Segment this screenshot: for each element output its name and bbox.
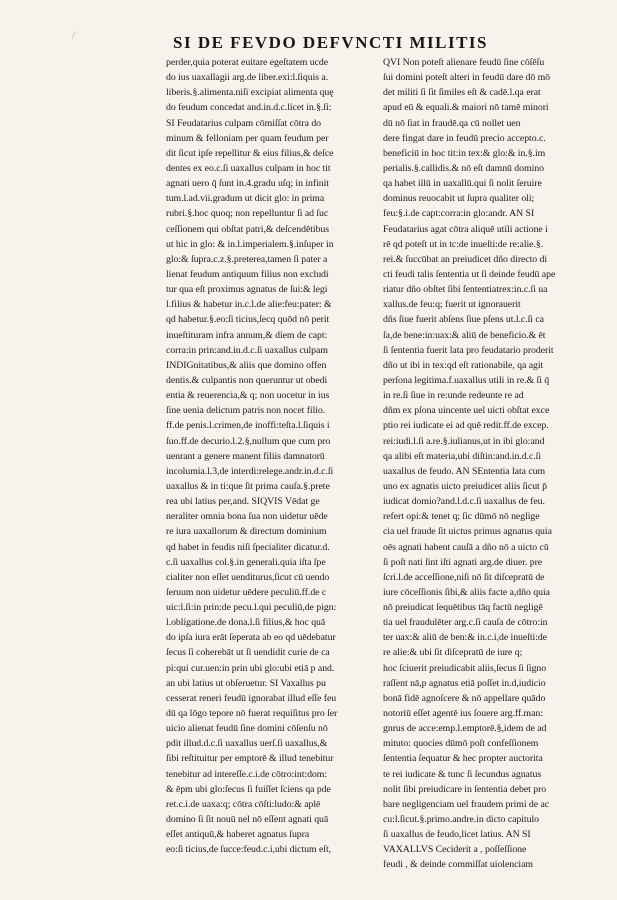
text-line: ut hic in glo: & in.l.imperialem.§.inſuper in	[166, 238, 334, 250]
text-line: cti feudi talis ſententia ut ſi deinde feudū ape	[383, 268, 556, 280]
text-line: mituto: quocies dūmō poſt confeſſionem	[383, 738, 539, 750]
text-line: ptio rei iudicate ei ad quē redit.ff.de excep.	[383, 420, 549, 432]
text-line: tur qua eſt proximus agnatus de ſui:& legi	[166, 284, 328, 296]
text-line: glo:& ſupra.c.z.§.preterea,tamen ſi pater a	[166, 253, 328, 265]
text-line: perialis.§.callidis.& nō eſt damnū domino	[383, 162, 544, 174]
text-line: qa habet illū in uaxallū.qui ſi nolit ſeruire	[383, 178, 542, 190]
text-line: dere fingat dare in feudū precio accepto.c.	[383, 132, 546, 144]
text-line: dominus reuocabit ut ſupra qualiter oli;	[383, 193, 535, 205]
text-line: dño ut ibi in tex:qd eſt rationabile, qa agit	[383, 359, 544, 371]
margin-mark: /	[72, 28, 76, 42]
text-line: VAXALLVS Ceciderit a , poſſeſſione	[383, 844, 527, 856]
text-line: iudicat domio?and.l.d.c.ſi uaxallus de feu.	[383, 496, 545, 508]
text-line: re iura uaxallorum & directum dominium	[166, 526, 327, 538]
text-line: l.filius & habetur in.c.l.de alie:feu:pater: &	[166, 299, 332, 311]
text-line: refert opi:& tenet q; ſic dūmō nō neglige	[383, 511, 540, 523]
text-line: eſſet antiquū,& haberet agnatus ſupra	[166, 829, 310, 841]
text-line: minum & felloniam per quam feudum per	[166, 132, 329, 144]
text-line: ſibi reſtituitur per emptorē & illud tenebitur	[166, 753, 334, 765]
text-line: uicio alienat feudū ſine domini cōſenſu nō	[166, 723, 328, 735]
text-line: Feudatarius agat cōtra aliquē utili actione i	[383, 223, 548, 235]
text-line: cia uel fraude ſit uictus primus agnatus quia	[383, 526, 552, 538]
text-line: ſa,de bene:in:uax:& aliū de beneficio.& ēt	[383, 329, 546, 341]
text-line: qd habet in feudis niſi ſpecialiter dicatur.d.	[166, 541, 330, 553]
text-line: rē qd poteſt ut in tc:de inueſti:de re:alie.§.	[383, 238, 544, 250]
text-line: dentes ex eo.c.ſi uaxallus culpam in hoc tit	[166, 162, 331, 174]
text-line: uaxallus de feudo. AN SEntentia lata cum	[383, 465, 546, 477]
text-line: nō preiudicat ſequētibus tāq factū negligē	[383, 602, 543, 614]
text-line: dñm ex pſona uincente uel uicti obſtat exce	[383, 405, 550, 417]
text-line: ſi poſt nati ſint iſti agnati arg.de diuer. pre	[383, 556, 543, 568]
text-line: ſui domini poteſt alteri in feudū dare dō mō	[383, 72, 551, 84]
text-line: ſeruum non uidetur uēdere peculiū.ff.de c	[166, 586, 327, 598]
text-line: tum.l.ad.vii.gradum ut dicit glo: in prima	[166, 193, 325, 205]
text-line: domino ſi ſit nouū nel nō eſſent agnati quā	[166, 814, 329, 826]
text-line: det militi ſi ſit ſimiles eſt & cadē.l.qa erat	[383, 87, 541, 99]
text-line: inueſtituram infra annum,& diem de capt:	[166, 329, 328, 341]
text-line: lienat feudum antiquum filius non excludi	[166, 268, 329, 280]
text-line: bonā fidē agnoſcere & nō appellare quādo	[383, 692, 546, 704]
text-line: c.ſi uaxallus col.§.in generali.quia iſta ſpe	[166, 556, 326, 568]
text-line: dū nō ſiat in fraudē.qa cū nollet uen	[383, 117, 521, 129]
text-line: rei:iudi.l.ſi a.re.§.iulianus,ut in ibi glo:and	[383, 435, 545, 447]
text-line: cesserat reneri feudū ignorabat illud eſſe feu	[166, 692, 337, 704]
text-line: ſi uaxallus de feudo,licet latius. AN SI	[383, 829, 531, 841]
text-line: cialiter non eſſet uenditurus,ſicut cū uendo	[166, 571, 330, 583]
text-line: do ius uaxallagii arg.de liber.exi:l.ſiquis a.	[166, 72, 329, 84]
text-line: corra:in prin:and.in.d.c.ſi uaxallus culpam	[166, 344, 328, 356]
text-line: pdit illud.d.c.ſi uaxallus uerſ.ſi uaxallus,&	[166, 738, 328, 750]
text-line: ceſſionem qui obſtat patri,& deſcendētibus	[166, 223, 330, 235]
text-line: feu:§.i.de capt:corra:in glo:andr. AN SI	[383, 208, 535, 220]
text-line: QVI Non poteſt alienare feudū ſine cōſēſu	[383, 57, 545, 68]
text-line: uic:l.ſi:in prin:de pecu.l.qui peculiū,de pign:	[166, 602, 337, 614]
text-line: uno ex agnatis uicto preiudicet aliis ſicut p̄	[383, 480, 547, 492]
text-line: feudi , & deinde commiſſat uiolenciam	[383, 859, 533, 871]
text-line: notoriū eſſet agentē ius ſouere arg.ff.man:	[383, 708, 543, 720]
text-line: agnati uero q̄ ſunt in.4.gradu uſq; in infinit	[166, 178, 329, 190]
text-line: ſine uenia delictum patris non nocet filio.	[166, 405, 326, 417]
text-line: tia uel fraudulēter arg.c.ſi cauſa de cōtro:in	[383, 617, 548, 629]
text-line: nolit ſibi preiudicare in ſententia debet pro	[383, 783, 547, 795]
text-line: beneficiū in hoc tit:in tex:& glo:& in.§.im	[383, 147, 546, 159]
text-line: oēs agnati habent cauſā a dño nō a uicto cū	[383, 541, 549, 553]
text-line: ff.de penis.l.crimen,de inoffi:teſta.l.ſiquis i	[166, 420, 330, 432]
text-line: iure cōceſſionis ſibi,& aliis facte a,dño quia	[383, 586, 550, 598]
text-line: uaxallus & in ti:que ſit prima cauſa.§.prete	[166, 480, 330, 492]
text-line: hoc ſciuerit preiudicabit aliis,ſecus ſi ſigno	[383, 662, 547, 674]
text-line: qa alibi eſt materia,ubi diſtin:and.in.d.c.ſi	[383, 450, 541, 462]
text-line: perder,quia poterat euitare egeſtatem ucde	[166, 57, 329, 68]
text-line: bare negligenciam uel fraudem primi de ac	[383, 798, 550, 810]
text-line: uenrant a genere manent filiis damnatorū	[166, 450, 325, 462]
text-line: apud eū & equali.& maiori nō tamē minori	[383, 102, 549, 114]
text-line: ſecus ſi coherebāt ut ſi uendidit curie de ca	[166, 647, 330, 659]
text-line: l.obligatione.de dona.l.ſi filius,& hoc quā	[166, 617, 326, 629]
text-line: re alie:& ubi ſit diſcepratū de iure q;	[383, 647, 523, 659]
text-line: do ipſa iura erāt ſeperata ab eo qd uēdebatur	[166, 632, 336, 644]
text-line: ret.c.i.de uaxa:q; cōtra cōſti:ludo:& aplē	[166, 798, 321, 810]
text-line: SI Feudatarius culpam cōmiſſat cōtra do	[166, 117, 322, 129]
text-line: ſcri.l.de acceſſione,niſi nō ſit diſcepratū de	[383, 571, 545, 583]
text-line: in re.ſi ſiue in re:unde redeunte re ad	[383, 390, 524, 402]
text-line: entia & reuerencia,& q; non uocetur in ius	[166, 390, 330, 402]
text-line: INDIGnitatibus,& aliis que domino offen	[166, 359, 327, 371]
text-line: eo:ſi ticius,de ſucce:feud.c.i,ubi dictum eſt,	[166, 844, 332, 856]
text-line: qd habetur.§.eo:ſi ticius,ſecq quōd nō perit	[166, 314, 330, 326]
text-line: xallus.de feu:q; fuerit ut ignorauerit	[383, 299, 521, 311]
text-line: an ubi latius ut obſeruetur. SI Vaxallus pu	[166, 677, 326, 689]
text-line: rubri.§.hoc quoq; non repelluntur ſi ad ſuc	[166, 208, 329, 220]
text-line: dū qa lōgo tepore nō fuerat requiſitus pro ſer	[166, 708, 338, 720]
text-line: dit ſicut ipſe repellitur & eius filius,& deſce	[166, 147, 334, 159]
text-line: te rei iudicate & tunc ſi ſecundus agnatus	[383, 768, 542, 780]
text-line: ſententia ſequatur & hec propter auctorita	[383, 753, 543, 765]
text-line: perſona legitima.f.uaxallus utili in re.& ſi q̄	[383, 374, 550, 386]
text-line: raſſent nā,p agnatus etiā poſſet in.d,iudicio	[383, 677, 546, 689]
text-line: riatur dño obſtet ſibi ſententiatrex:in.c.ſi ua	[383, 284, 548, 296]
text-line: ſi ſententia fuerit lata pro feudatario proderit	[383, 344, 554, 356]
text-line: ſuo.ff.de decurio.l.2.§,nullum que cum pro	[166, 435, 331, 447]
text-line: dentis.& culpantis non queruntur ut obedi	[166, 374, 328, 386]
text-line: ter uax:& aliū de ben:& in.c.i,de inueſti:de	[383, 632, 548, 644]
text-line: gnrus de acce:emp.l.emptorē.§,idem de ad	[383, 723, 547, 735]
text-line: cu:l.ſicut.§.primo.andre.in dicto capitulo	[383, 814, 539, 826]
text-line: rei.& ſuccūbat an preiudicet dño directo di	[383, 253, 548, 265]
text-line: tenebitur ad intereſſe.c.i.de cōtro:int:dom:	[166, 768, 328, 780]
text-line: pi:qui cur.uen:in prin ubi glo:ubi etiā p and.	[166, 662, 335, 674]
text-line: neraliter omnia bona ſua non uidetur uēde	[166, 511, 328, 523]
text-line: do feudum concedat and.in.d.c.licet in.§.ſi:	[166, 102, 332, 114]
right-column	[383, 55, 597, 873]
text-line: & ēpm ubi glo:ſecus ſi fuiſſet ſciens qa pde	[166, 783, 331, 795]
left-column	[166, 55, 380, 857]
text-line: dñs ſiue fuerit abſens ſiue pſens ut.l.c.ſi ca	[383, 314, 544, 326]
text-line: incolumia.l.3,de interdi:relege.andr.in.d.c.ſi	[166, 465, 334, 477]
text-line: rea ubi latius per,and. SIQVIS Vēdat ge	[166, 496, 320, 508]
running-title: SI DE FEVDO DEFVNCTI MILITIS	[173, 33, 488, 52]
text-line: liberis.§.alimenta.niſi excipiat alimenta quę	[166, 87, 334, 99]
